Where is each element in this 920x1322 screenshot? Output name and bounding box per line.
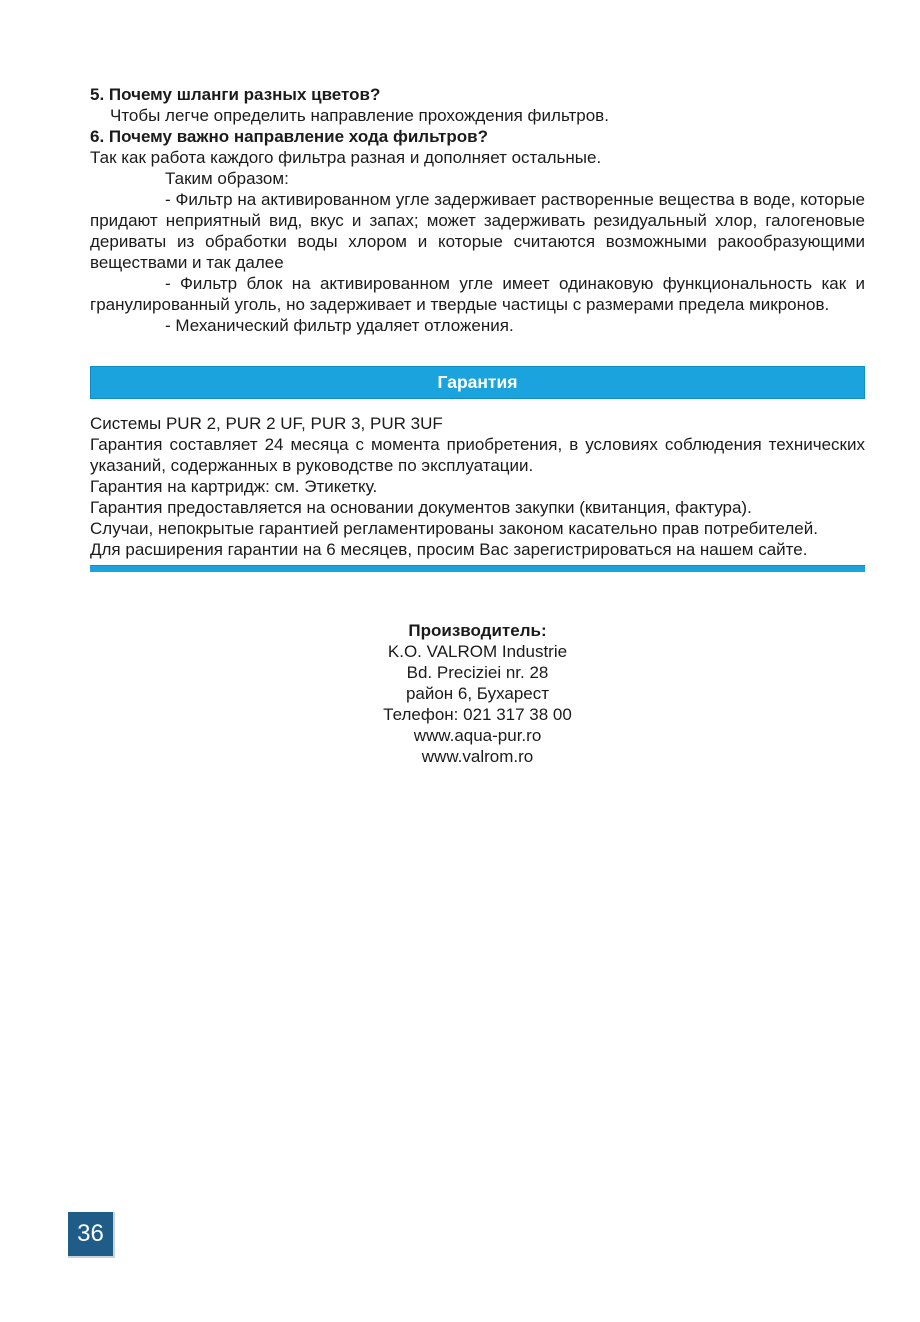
- manufacturer-block: [90, 620, 865, 767]
- faq-thus-line: Таким образом:: [165, 169, 289, 188]
- warranty-header-label: Гарантия: [437, 372, 518, 392]
- page-number-badge: [68, 1212, 115, 1258]
- faq-question-5-title: 5. Почему шланги разных цветов?: [90, 85, 381, 104]
- warranty-cartridge-line: Гарантия на картридж: см. Этикетку.: [90, 477, 378, 496]
- warranty-documents-line: Гарантия предоставляется на основании документов закупки (квитанция, фактура).: [90, 498, 752, 517]
- warranty-section-header: [90, 366, 865, 399]
- manufacturer-website-valrom: www.valrom.ro: [421, 747, 534, 766]
- faq-question-6-title: 6. Почему важно направление хода фильтров?: [90, 127, 488, 146]
- warranty-systems-line: Системы PUR 2, PUR 2 UF, PUR 3, PUR 3UF: [90, 414, 443, 433]
- faq-bullet-carbon-filter: - Фильтр на активированном угле задерживает растворенные вещества в воде, которые придают неприятный вид, вкус и запах; может задерживать резидуальный хлор, галогеновые дериваты из обработки воды хлором и которые считаются возможными ракообразующими веществами и так далее: [90, 190, 865, 272]
- manufacturer-street-address: Bd. Preciziei nr. 28: [406, 663, 549, 682]
- manufacturer-city-line: район 6, Бухарест: [405, 684, 550, 703]
- page-number-label: 36: [77, 1220, 104, 1247]
- manufacturer-phone-line: Телефон: 021 317 38 00: [383, 705, 572, 724]
- warranty-text-block: [90, 413, 865, 560]
- manufacturer-website-aquapur: www.aqua-pur.ro: [413, 726, 542, 745]
- faq-question-5-answer: Чтобы легче определить направление прохождения фильтров.: [110, 106, 609, 125]
- warranty-duration-line: Гарантия составляет 24 месяца с момента приобретения, в условиях соблюдения технических указаний, содержанных в руководстве по эксплуатации.: [90, 435, 865, 475]
- manufacturer-company-name: K.O. VALROM Industrie: [387, 642, 568, 661]
- warranty-exclusions-line: Случаи, непокрытые гарантией регламентированы законом касательно прав потребителей.: [90, 519, 818, 538]
- faq-question-6-intro: Так как работа каждого фильтра разная и дополняет остальные.: [90, 148, 602, 167]
- faq-bullet-mechanical-filter: - Механический фильтр удаляет отложения.: [165, 316, 514, 335]
- page-content: [90, 84, 865, 767]
- section-divider-rule: [90, 565, 865, 572]
- faq-bullet-carbon-block-filter: - Фильтр блок на активированном угле имеет одинаковую функциональность как и гранулированный уголь, но задерживает и твердые частицы с размерами предела микронов.: [90, 274, 865, 314]
- manufacturer-title: Производитель:: [408, 621, 547, 640]
- warranty-extension-line: Для расширения гарантии на 6 месяцев, просим Вас зарегистрироваться на нашем сайте.: [90, 540, 808, 559]
